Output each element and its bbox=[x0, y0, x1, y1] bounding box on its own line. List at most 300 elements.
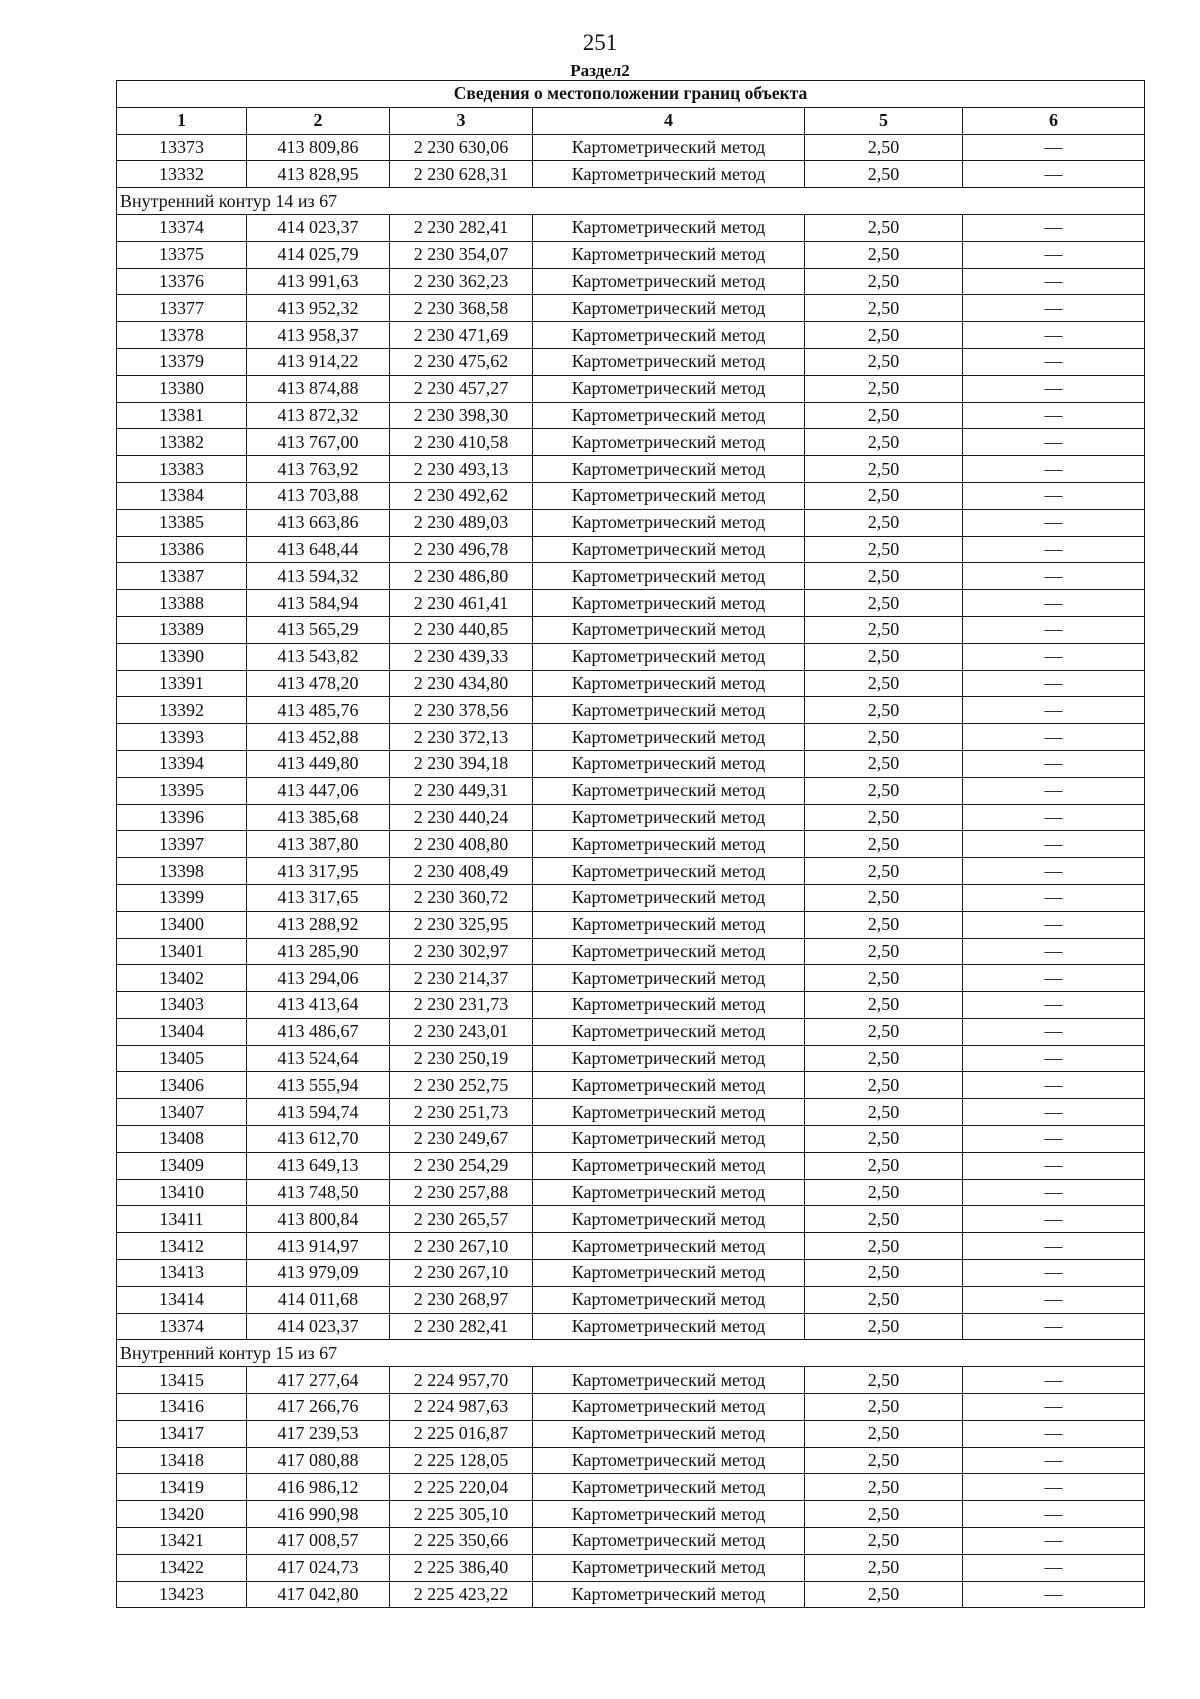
description-cell: — bbox=[963, 161, 1145, 188]
method-cell: Картометрический метод bbox=[533, 456, 805, 483]
description-cell: — bbox=[963, 1206, 1145, 1233]
point-number-cell: 13374 bbox=[117, 1313, 247, 1340]
x-coordinate-cell: 413 294,06 bbox=[247, 965, 390, 992]
accuracy-cell: 2,50 bbox=[805, 884, 963, 911]
x-coordinate-cell: 417 080,88 bbox=[247, 1447, 390, 1474]
table-row bbox=[117, 1581, 1145, 1608]
method-cell: Картометрический метод bbox=[533, 590, 805, 617]
point-number-cell: 13410 bbox=[117, 1179, 247, 1206]
point-number-cell: 13408 bbox=[117, 1126, 247, 1153]
accuracy-cell: 2,50 bbox=[805, 670, 963, 697]
point-number-cell: 13402 bbox=[117, 965, 247, 992]
table-row bbox=[117, 1126, 1145, 1153]
y-coordinate-cell: 2 230 243,01 bbox=[390, 1018, 533, 1045]
description-cell: — bbox=[963, 1447, 1145, 1474]
description-cell: — bbox=[963, 1501, 1145, 1528]
x-coordinate-cell: 413 584,94 bbox=[247, 590, 390, 617]
accuracy-cell: 2,50 bbox=[805, 134, 963, 161]
y-coordinate-cell: 2 230 231,73 bbox=[390, 992, 533, 1019]
table-row bbox=[117, 938, 1145, 965]
y-coordinate-cell: 2 230 252,75 bbox=[390, 1072, 533, 1099]
table-row bbox=[117, 1313, 1145, 1340]
description-cell: — bbox=[963, 965, 1145, 992]
y-coordinate-cell: 2 230 268,97 bbox=[390, 1286, 533, 1313]
y-coordinate-cell: 2 230 250,19 bbox=[390, 1045, 533, 1072]
description-cell: — bbox=[963, 509, 1145, 536]
description-cell: — bbox=[963, 268, 1145, 295]
table-row bbox=[117, 992, 1145, 1019]
accuracy-cell: 2,50 bbox=[805, 429, 963, 456]
accuracy-cell: 2,50 bbox=[805, 536, 963, 563]
x-coordinate-cell: 413 413,64 bbox=[247, 992, 390, 1019]
description-cell: — bbox=[963, 643, 1145, 670]
method-cell: Картометрический метод bbox=[533, 214, 805, 241]
accuracy-cell: 2,50 bbox=[805, 482, 963, 509]
x-coordinate-cell: 413 979,09 bbox=[247, 1260, 390, 1287]
accuracy-cell: 2,50 bbox=[805, 214, 963, 241]
table-row bbox=[117, 1233, 1145, 1260]
table-row bbox=[117, 1501, 1145, 1528]
description-cell: — bbox=[963, 429, 1145, 456]
point-number-cell: 13332 bbox=[117, 161, 247, 188]
table-row bbox=[117, 402, 1145, 429]
accuracy-cell: 2,50 bbox=[805, 1554, 963, 1581]
table-row bbox=[117, 161, 1145, 188]
accuracy-cell: 2,50 bbox=[805, 911, 963, 938]
point-number-cell: 13376 bbox=[117, 268, 247, 295]
column-number: 6 bbox=[963, 107, 1145, 134]
x-coordinate-cell: 413 478,20 bbox=[247, 670, 390, 697]
x-coordinate-cell: 413 387,80 bbox=[247, 831, 390, 858]
y-coordinate-cell: 2 230 440,24 bbox=[390, 804, 533, 831]
point-number-cell: 13374 bbox=[117, 214, 247, 241]
y-coordinate-cell: 2 230 434,80 bbox=[390, 670, 533, 697]
description-cell: — bbox=[963, 241, 1145, 268]
method-cell: Картометрический метод bbox=[533, 777, 805, 804]
y-coordinate-cell: 2 230 265,57 bbox=[390, 1206, 533, 1233]
x-coordinate-cell: 413 565,29 bbox=[247, 616, 390, 643]
table-row bbox=[117, 1260, 1145, 1287]
description-cell: — bbox=[963, 670, 1145, 697]
accuracy-cell: 2,50 bbox=[805, 1018, 963, 1045]
y-coordinate-cell: 2 230 282,41 bbox=[390, 214, 533, 241]
method-cell: Картометрический метод bbox=[533, 1501, 805, 1528]
accuracy-cell: 2,50 bbox=[805, 992, 963, 1019]
point-number-cell: 13380 bbox=[117, 375, 247, 402]
point-number-cell: 13392 bbox=[117, 697, 247, 724]
description-cell: — bbox=[963, 482, 1145, 509]
x-coordinate-cell: 414 023,37 bbox=[247, 1313, 390, 1340]
x-coordinate-cell: 413 594,32 bbox=[247, 563, 390, 590]
accuracy-cell: 2,50 bbox=[805, 1394, 963, 1421]
accuracy-cell: 2,50 bbox=[805, 348, 963, 375]
method-cell: Картометрический метод bbox=[533, 1179, 805, 1206]
accuracy-cell: 2,50 bbox=[805, 322, 963, 349]
table-header bbox=[117, 81, 1145, 135]
method-cell: Картометрический метод bbox=[533, 992, 805, 1019]
method-cell: Картометрический метод bbox=[533, 1126, 805, 1153]
accuracy-cell: 2,50 bbox=[805, 295, 963, 322]
y-coordinate-cell: 2 230 267,10 bbox=[390, 1260, 533, 1287]
table-row bbox=[117, 1045, 1145, 1072]
method-cell: Картометрический метод bbox=[533, 1528, 805, 1555]
x-coordinate-cell: 413 555,94 bbox=[247, 1072, 390, 1099]
method-cell: Картометрический метод bbox=[533, 1286, 805, 1313]
point-number-cell: 13404 bbox=[117, 1018, 247, 1045]
y-coordinate-cell: 2 230 362,23 bbox=[390, 268, 533, 295]
description-cell: — bbox=[963, 295, 1145, 322]
contour-row bbox=[117, 1340, 1145, 1367]
method-cell: Картометрический метод bbox=[533, 804, 805, 831]
x-coordinate-cell: 414 025,79 bbox=[247, 241, 390, 268]
point-number-cell: 13397 bbox=[117, 831, 247, 858]
point-number-cell: 13373 bbox=[117, 134, 247, 161]
point-number-cell: 13421 bbox=[117, 1528, 247, 1555]
method-cell: Картометрический метод bbox=[533, 1581, 805, 1608]
method-cell: Картометрический метод bbox=[533, 563, 805, 590]
point-number-cell: 13394 bbox=[117, 750, 247, 777]
description-cell: — bbox=[963, 1474, 1145, 1501]
x-coordinate-cell: 413 385,68 bbox=[247, 804, 390, 831]
accuracy-cell: 2,50 bbox=[805, 938, 963, 965]
description-cell: — bbox=[963, 1233, 1145, 1260]
description-cell: — bbox=[963, 134, 1145, 161]
x-coordinate-cell: 413 449,80 bbox=[247, 750, 390, 777]
table-row bbox=[117, 670, 1145, 697]
x-coordinate-cell: 413 703,88 bbox=[247, 482, 390, 509]
point-number-cell: 13417 bbox=[117, 1420, 247, 1447]
table-row bbox=[117, 1554, 1145, 1581]
accuracy-cell: 2,50 bbox=[805, 1152, 963, 1179]
x-coordinate-cell: 413 543,82 bbox=[247, 643, 390, 670]
table-row bbox=[117, 1286, 1145, 1313]
y-coordinate-cell: 2 225 016,87 bbox=[390, 1420, 533, 1447]
method-cell: Картометрический метод bbox=[533, 965, 805, 992]
table-row bbox=[117, 268, 1145, 295]
description-cell: — bbox=[963, 456, 1145, 483]
point-number-cell: 13382 bbox=[117, 429, 247, 456]
x-coordinate-cell: 413 663,86 bbox=[247, 509, 390, 536]
method-cell: Картометрический метод bbox=[533, 1367, 805, 1394]
method-cell: Картометрический метод bbox=[533, 1206, 805, 1233]
contour-label: Внутренний контур 15 из 67 bbox=[117, 1340, 1145, 1367]
description-cell: — bbox=[963, 1313, 1145, 1340]
method-cell: Картометрический метод bbox=[533, 938, 805, 965]
accuracy-cell: 2,50 bbox=[805, 509, 963, 536]
accuracy-cell: 2,50 bbox=[805, 1206, 963, 1233]
table-row bbox=[117, 750, 1145, 777]
point-number-cell: 13400 bbox=[117, 911, 247, 938]
description-cell: — bbox=[963, 1072, 1145, 1099]
accuracy-cell: 2,50 bbox=[805, 1501, 963, 1528]
accuracy-cell: 2,50 bbox=[805, 402, 963, 429]
x-coordinate-cell: 413 958,37 bbox=[247, 322, 390, 349]
column-number: 3 bbox=[390, 107, 533, 134]
table-row bbox=[117, 429, 1145, 456]
table-row bbox=[117, 1447, 1145, 1474]
point-number-cell: 13385 bbox=[117, 509, 247, 536]
method-cell: Картометрический метод bbox=[533, 375, 805, 402]
y-coordinate-cell: 2 230 630,06 bbox=[390, 134, 533, 161]
accuracy-cell: 2,50 bbox=[805, 1581, 963, 1608]
table-row bbox=[117, 134, 1145, 161]
x-coordinate-cell: 413 809,86 bbox=[247, 134, 390, 161]
y-coordinate-cell: 2 230 254,29 bbox=[390, 1152, 533, 1179]
column-number-row bbox=[117, 107, 1145, 134]
table-row bbox=[117, 1420, 1145, 1447]
description-cell: — bbox=[963, 1367, 1145, 1394]
y-coordinate-cell: 2 230 461,41 bbox=[390, 590, 533, 617]
y-coordinate-cell: 2 230 325,95 bbox=[390, 911, 533, 938]
accuracy-cell: 2,50 bbox=[805, 1286, 963, 1313]
x-coordinate-cell: 413 748,50 bbox=[247, 1179, 390, 1206]
column-number: 4 bbox=[533, 107, 805, 134]
y-coordinate-cell: 2 230 251,73 bbox=[390, 1099, 533, 1126]
point-number-cell: 13415 bbox=[117, 1367, 247, 1394]
point-number-cell: 13405 bbox=[117, 1045, 247, 1072]
point-number-cell: 13406 bbox=[117, 1072, 247, 1099]
x-coordinate-cell: 413 874,88 bbox=[247, 375, 390, 402]
x-coordinate-cell: 413 452,88 bbox=[247, 724, 390, 751]
accuracy-cell: 2,50 bbox=[805, 590, 963, 617]
page-number: 251 bbox=[582, 30, 618, 55]
method-cell: Картометрический метод bbox=[533, 1018, 805, 1045]
x-coordinate-cell: 413 317,95 bbox=[247, 858, 390, 885]
table-row bbox=[117, 777, 1145, 804]
table-row bbox=[117, 1474, 1145, 1501]
x-coordinate-cell: 413 486,67 bbox=[247, 1018, 390, 1045]
y-coordinate-cell: 2 230 475,62 bbox=[390, 348, 533, 375]
method-cell: Картометрический метод bbox=[533, 911, 805, 938]
table-row bbox=[117, 911, 1145, 938]
method-cell: Картометрический метод bbox=[533, 1072, 805, 1099]
table-row bbox=[117, 509, 1145, 536]
description-cell: — bbox=[963, 563, 1145, 590]
method-cell: Картометрический метод bbox=[533, 161, 805, 188]
table-row bbox=[117, 643, 1145, 670]
table-row bbox=[117, 1394, 1145, 1421]
x-coordinate-cell: 413 872,32 bbox=[247, 402, 390, 429]
accuracy-cell: 2,50 bbox=[805, 965, 963, 992]
method-cell: Картометрический метод bbox=[533, 509, 805, 536]
description-cell: — bbox=[963, 777, 1145, 804]
table-title: Сведения о местоположении границ объекта bbox=[117, 81, 1145, 108]
table-row bbox=[117, 831, 1145, 858]
description-cell: — bbox=[963, 1179, 1145, 1206]
table-row bbox=[117, 804, 1145, 831]
description-cell: — bbox=[963, 536, 1145, 563]
point-number-cell: 13416 bbox=[117, 1394, 247, 1421]
point-number-cell: 13389 bbox=[117, 616, 247, 643]
y-coordinate-cell: 2 230 628,31 bbox=[390, 161, 533, 188]
method-cell: Картометрический метод bbox=[533, 1420, 805, 1447]
description-cell: — bbox=[963, 375, 1145, 402]
accuracy-cell: 2,50 bbox=[805, 456, 963, 483]
x-coordinate-cell: 413 763,92 bbox=[247, 456, 390, 483]
accuracy-cell: 2,50 bbox=[805, 1179, 963, 1206]
accuracy-cell: 2,50 bbox=[805, 1474, 963, 1501]
description-cell: — bbox=[963, 1554, 1145, 1581]
point-number-cell: 13419 bbox=[117, 1474, 247, 1501]
description-cell: — bbox=[963, 616, 1145, 643]
description-cell: — bbox=[963, 884, 1145, 911]
x-coordinate-cell: 417 008,57 bbox=[247, 1528, 390, 1555]
y-coordinate-cell: 2 230 449,31 bbox=[390, 777, 533, 804]
x-coordinate-cell: 413 800,84 bbox=[247, 1206, 390, 1233]
table-row bbox=[117, 482, 1145, 509]
point-number-cell: 13403 bbox=[117, 992, 247, 1019]
x-coordinate-cell: 417 277,64 bbox=[247, 1367, 390, 1394]
y-coordinate-cell: 2 230 214,37 bbox=[390, 965, 533, 992]
method-cell: Картометрический метод bbox=[533, 1474, 805, 1501]
y-coordinate-cell: 2 230 394,18 bbox=[390, 750, 533, 777]
x-coordinate-cell: 413 914,22 bbox=[247, 348, 390, 375]
x-coordinate-cell: 417 266,76 bbox=[247, 1394, 390, 1421]
point-number-cell: 13378 bbox=[117, 322, 247, 349]
point-number-cell: 13377 bbox=[117, 295, 247, 322]
method-cell: Картометрический метод bbox=[533, 1045, 805, 1072]
method-cell: Картометрический метод bbox=[533, 1554, 805, 1581]
accuracy-cell: 2,50 bbox=[805, 1045, 963, 1072]
table-row bbox=[117, 241, 1145, 268]
accuracy-cell: 2,50 bbox=[805, 161, 963, 188]
table-row bbox=[117, 1018, 1145, 1045]
table-row bbox=[117, 563, 1145, 590]
description-cell: — bbox=[963, 938, 1145, 965]
column-number: 5 bbox=[805, 107, 963, 134]
y-coordinate-cell: 2 230 354,07 bbox=[390, 241, 533, 268]
point-number-cell: 13387 bbox=[117, 563, 247, 590]
description-cell: — bbox=[963, 1045, 1145, 1072]
table-title-row bbox=[117, 81, 1145, 108]
table-row bbox=[117, 724, 1145, 751]
point-number-cell: 13396 bbox=[117, 804, 247, 831]
description-cell: — bbox=[963, 1420, 1145, 1447]
table-row bbox=[117, 214, 1145, 241]
accuracy-cell: 2,50 bbox=[805, 777, 963, 804]
y-coordinate-cell: 2 230 267,10 bbox=[390, 1233, 533, 1260]
table-row bbox=[117, 456, 1145, 483]
table-row bbox=[117, 590, 1145, 617]
method-cell: Картометрический метод bbox=[533, 643, 805, 670]
y-coordinate-cell: 2 230 257,88 bbox=[390, 1179, 533, 1206]
point-number-cell: 13375 bbox=[117, 241, 247, 268]
table-row bbox=[117, 1528, 1145, 1555]
description-cell: — bbox=[963, 750, 1145, 777]
x-coordinate-cell: 413 767,00 bbox=[247, 429, 390, 456]
accuracy-cell: 2,50 bbox=[805, 1528, 963, 1555]
description-cell: — bbox=[963, 590, 1145, 617]
y-coordinate-cell: 2 224 957,70 bbox=[390, 1367, 533, 1394]
table-row bbox=[117, 965, 1145, 992]
point-number-cell: 13388 bbox=[117, 590, 247, 617]
point-number-cell: 13391 bbox=[117, 670, 247, 697]
y-coordinate-cell: 2 230 486,80 bbox=[390, 563, 533, 590]
x-coordinate-cell: 413 485,76 bbox=[247, 697, 390, 724]
point-number-cell: 13412 bbox=[117, 1233, 247, 1260]
y-coordinate-cell: 2 225 423,22 bbox=[390, 1581, 533, 1608]
contour-row bbox=[117, 188, 1145, 215]
method-cell: Картометрический метод bbox=[533, 884, 805, 911]
y-coordinate-cell: 2 230 489,03 bbox=[390, 509, 533, 536]
method-cell: Картометрический метод bbox=[533, 1260, 805, 1287]
accuracy-cell: 2,50 bbox=[805, 563, 963, 590]
point-number-cell: 13413 bbox=[117, 1260, 247, 1287]
y-coordinate-cell: 2 230 408,49 bbox=[390, 858, 533, 885]
accuracy-cell: 2,50 bbox=[805, 241, 963, 268]
y-coordinate-cell: 2 225 386,40 bbox=[390, 1554, 533, 1581]
y-coordinate-cell: 2 230 398,30 bbox=[390, 402, 533, 429]
table-row bbox=[117, 375, 1145, 402]
y-coordinate-cell: 2 230 440,85 bbox=[390, 616, 533, 643]
method-cell: Картометрический метод bbox=[533, 670, 805, 697]
x-coordinate-cell: 413 914,97 bbox=[247, 1233, 390, 1260]
method-cell: Картометрический метод bbox=[533, 1152, 805, 1179]
description-cell: — bbox=[963, 214, 1145, 241]
column-number: 1 bbox=[117, 107, 247, 134]
y-coordinate-cell: 2 230 360,72 bbox=[390, 884, 533, 911]
table-row bbox=[117, 1072, 1145, 1099]
method-cell: Картометрический метод bbox=[533, 831, 805, 858]
description-cell: — bbox=[963, 348, 1145, 375]
description-cell: — bbox=[963, 858, 1145, 885]
accuracy-cell: 2,50 bbox=[805, 616, 963, 643]
description-cell: — bbox=[963, 402, 1145, 429]
method-cell: Картометрический метод bbox=[533, 348, 805, 375]
method-cell: Картометрический метод bbox=[533, 429, 805, 456]
x-coordinate-cell: 416 986,12 bbox=[247, 1474, 390, 1501]
x-coordinate-cell: 416 990,98 bbox=[247, 1501, 390, 1528]
description-cell: — bbox=[963, 322, 1145, 349]
method-cell: Картометрический метод bbox=[533, 697, 805, 724]
x-coordinate-cell: 417 239,53 bbox=[247, 1420, 390, 1447]
method-cell: Картометрический метод bbox=[533, 295, 805, 322]
y-coordinate-cell: 2 230 408,80 bbox=[390, 831, 533, 858]
x-coordinate-cell: 413 285,90 bbox=[247, 938, 390, 965]
y-coordinate-cell: 2 225 305,10 bbox=[390, 1501, 533, 1528]
y-coordinate-cell: 2 224 987,63 bbox=[390, 1394, 533, 1421]
method-cell: Картометрический метод bbox=[533, 1394, 805, 1421]
y-coordinate-cell: 2 230 249,67 bbox=[390, 1126, 533, 1153]
method-cell: Картометрический метод bbox=[533, 322, 805, 349]
table-row bbox=[117, 1099, 1145, 1126]
x-coordinate-cell: 413 594,74 bbox=[247, 1099, 390, 1126]
accuracy-cell: 2,50 bbox=[805, 1260, 963, 1287]
x-coordinate-cell: 413 648,44 bbox=[247, 536, 390, 563]
accuracy-cell: 2,50 bbox=[805, 858, 963, 885]
point-number-cell: 13407 bbox=[117, 1099, 247, 1126]
table-row bbox=[117, 536, 1145, 563]
point-number-cell: 13384 bbox=[117, 482, 247, 509]
coordinates-table bbox=[116, 80, 1145, 1608]
y-coordinate-cell: 2 230 282,41 bbox=[390, 1313, 533, 1340]
point-number-cell: 13423 bbox=[117, 1581, 247, 1608]
accuracy-cell: 2,50 bbox=[805, 1126, 963, 1153]
x-coordinate-cell: 414 023,37 bbox=[247, 214, 390, 241]
point-number-cell: 13399 bbox=[117, 884, 247, 911]
x-coordinate-cell: 413 524,64 bbox=[247, 1045, 390, 1072]
accuracy-cell: 2,50 bbox=[805, 831, 963, 858]
table-row bbox=[117, 1367, 1145, 1394]
description-cell: — bbox=[963, 1126, 1145, 1153]
description-cell: — bbox=[963, 911, 1145, 938]
accuracy-cell: 2,50 bbox=[805, 1072, 963, 1099]
accuracy-cell: 2,50 bbox=[805, 268, 963, 295]
accuracy-cell: 2,50 bbox=[805, 1313, 963, 1340]
method-cell: Картометрический метод bbox=[533, 724, 805, 751]
y-coordinate-cell: 2 230 372,13 bbox=[390, 724, 533, 751]
x-coordinate-cell: 413 952,32 bbox=[247, 295, 390, 322]
